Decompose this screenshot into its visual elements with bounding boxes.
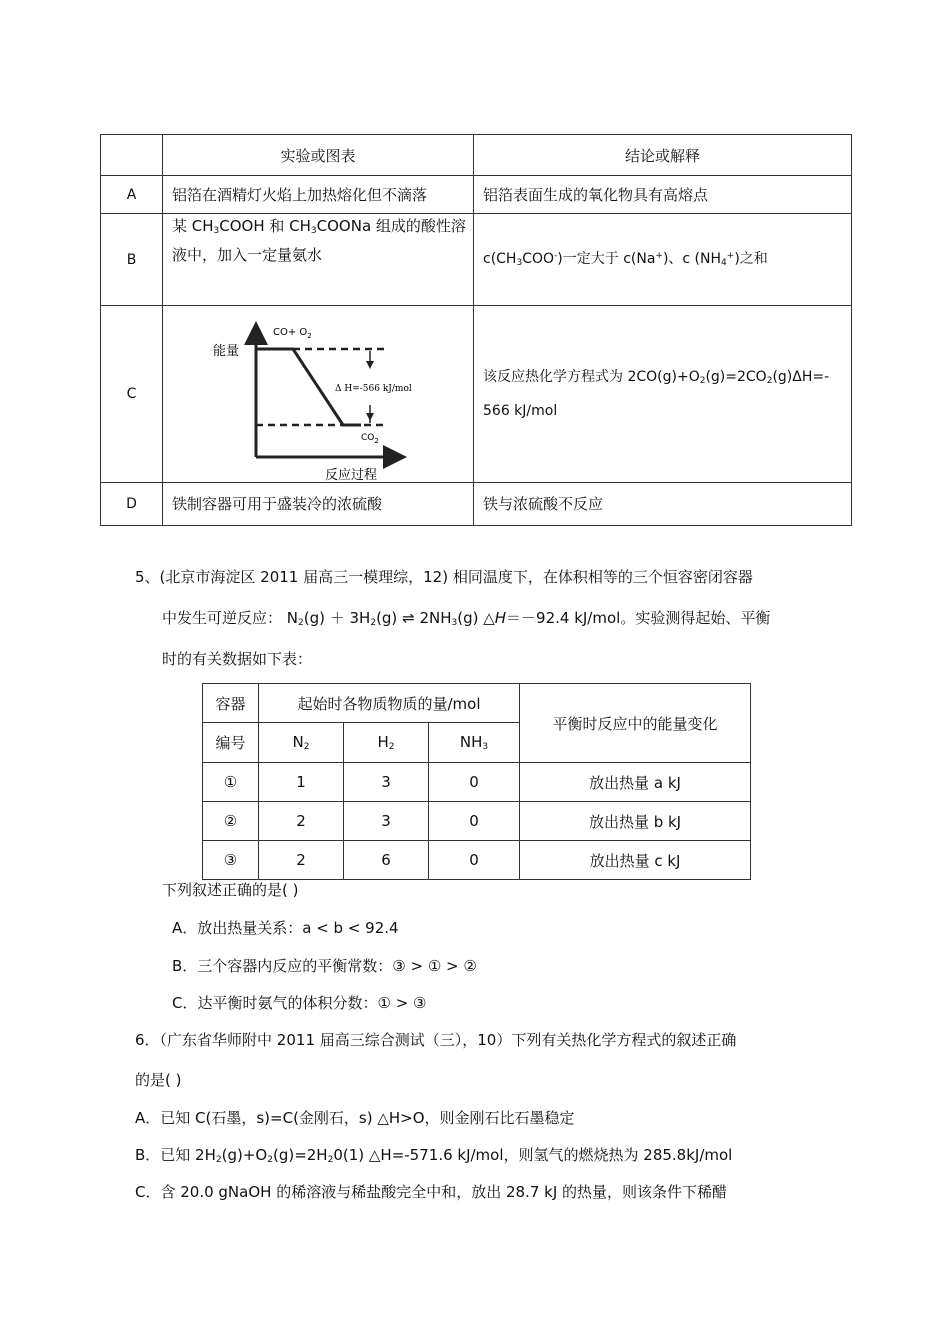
table-row-a: [101, 176, 852, 214]
row-label: A: [101, 176, 163, 214]
conclusion-cell: 铁与浓硫酸不反应: [474, 483, 852, 526]
row-label: D: [101, 483, 163, 526]
n2-value: 2: [259, 802, 344, 841]
energy-diagram: [163, 307, 473, 482]
conclusion-cell: $c(CH_3COO^-)$一定大于 c(Na+)、c $(NH_4^+)$之和: [474, 214, 852, 306]
q6-option-c: C．含 20.0 gNaOH 的稀溶液与稀盐酸完全中和，放出 28.7 kJ 的热量，则该条件下稀醋: [135, 1183, 728, 1201]
experiment-cell: 铝箔在酒精灯火焰上加热熔化但不滴落: [163, 176, 474, 214]
q6-line1: 6．（广东省华师附中 2011 届高三综合测试（三），10）下列有关热化学方程式的叙述正确: [135, 1031, 737, 1049]
header-conclusion: 结论或解释: [474, 135, 852, 176]
q5-option-a: A．放出热量关系：a < b < 92.4: [172, 919, 399, 937]
h2-value: 3: [344, 802, 429, 841]
equilibrium-arrow: ⇌: [402, 609, 415, 627]
header-empty-cell: [101, 135, 163, 176]
q6-line2: 的是( ): [135, 1071, 182, 1089]
q5-option-c: C．达平衡时氨气的体积分数：① > ③: [172, 994, 427, 1012]
q5-line3: 时的有关数据如下表：: [162, 650, 313, 668]
delta-h-label: Δ H=-566 kJ/mol: [335, 383, 412, 394]
header-n2: $N_2$: [259, 723, 344, 763]
container-id: ①: [203, 763, 259, 802]
x-axis-label: 反应过程: [325, 467, 378, 482]
energy-value: 放出热量 a kJ: [520, 763, 751, 802]
experiment-cell: 某 $CH_3COOH$ 和 $CH_3COONa$ 组成的酸性溶液中，加入一定量氨水: [163, 214, 474, 306]
q5-line2: 中发生可逆反应： $N_2(g) + 3H_2(g)$ ⇌ $2NH_3(g)$ △H＝－92.4 kJ/mol。实验测得起始、平衡: [162, 609, 771, 628]
experiment-cell: 铁制容器可用于盛装冷的浓硫酸: [163, 483, 474, 526]
header-nh3: $NH_3$: [429, 723, 520, 763]
table-row-b: [101, 214, 852, 306]
container-id: ③: [203, 841, 259, 880]
experiment-table: [100, 134, 852, 526]
conclusion-cell: 该反应热化学方程式为 $2CO(g)+O_2(g)=2CO_2(g)\Delta H=-$ 566 kJ/mol: [474, 306, 852, 483]
h2-value: 3: [344, 763, 429, 802]
header-energy-change: 平衡时反应中的能量变化: [520, 684, 751, 763]
h2-value: 6: [344, 841, 429, 880]
q5-option-b: B．三个容器内反应的平衡常数：③ > ① > ②: [172, 957, 477, 975]
header-container-1: 容器: [203, 684, 259, 723]
energy-diagram-cell: [163, 306, 474, 483]
table-header-row: [101, 135, 852, 176]
nh3-value: 0: [429, 802, 520, 841]
n2-value: 2: [259, 841, 344, 880]
reactant-label: $CO+ O_2$: [273, 326, 312, 340]
q6-option-a: A．已知 C(石墨，s)=C(金刚石，s) △H>O，则金刚石比石墨稳定: [135, 1109, 575, 1127]
y-axis-label: 能量: [213, 343, 240, 359]
table-row-c: [101, 306, 852, 483]
table-row: [203, 841, 751, 880]
nh3-value: 0: [429, 841, 520, 880]
header-start-amount: 起始时各物质物质的量/mol: [259, 684, 520, 723]
q5-line1: 5、(北京市海淀区 2011 届高三一模理综，12) 相同温度下，在体积相等的三个恒容密闭容器: [135, 568, 753, 586]
t2-header-row1: [203, 684, 751, 723]
row-label: C: [101, 306, 163, 483]
q5-stem: 下列叙述正确的是( ): [162, 881, 299, 899]
energy-value: 放出热量 c kJ: [520, 841, 751, 880]
header-container-2: 编号: [203, 723, 259, 763]
header-h2: $H_2$: [344, 723, 429, 763]
equilibrium-table: [202, 683, 751, 880]
header-experiment: 实验或图表: [163, 135, 474, 176]
table-row-d: [101, 483, 852, 526]
table-row: [203, 763, 751, 802]
row-label: B: [101, 214, 163, 306]
energy-value: 放出热量 b kJ: [520, 802, 751, 841]
n2-value: 1: [259, 763, 344, 802]
conclusion-cell: 铝箔表面生成的氧化物具有高熔点: [474, 176, 852, 214]
container-id: ②: [203, 802, 259, 841]
product-label: $CO_2$: [361, 432, 379, 445]
nh3-value: 0: [429, 763, 520, 802]
q6-option-b: B．已知 $2H_2(g)+O_2(g)=2H_20(1)$ △H=-571.6 kJ/mol，则氢气的燃烧热为 285.8kJ/mol: [135, 1146, 733, 1165]
table-row: [203, 802, 751, 841]
